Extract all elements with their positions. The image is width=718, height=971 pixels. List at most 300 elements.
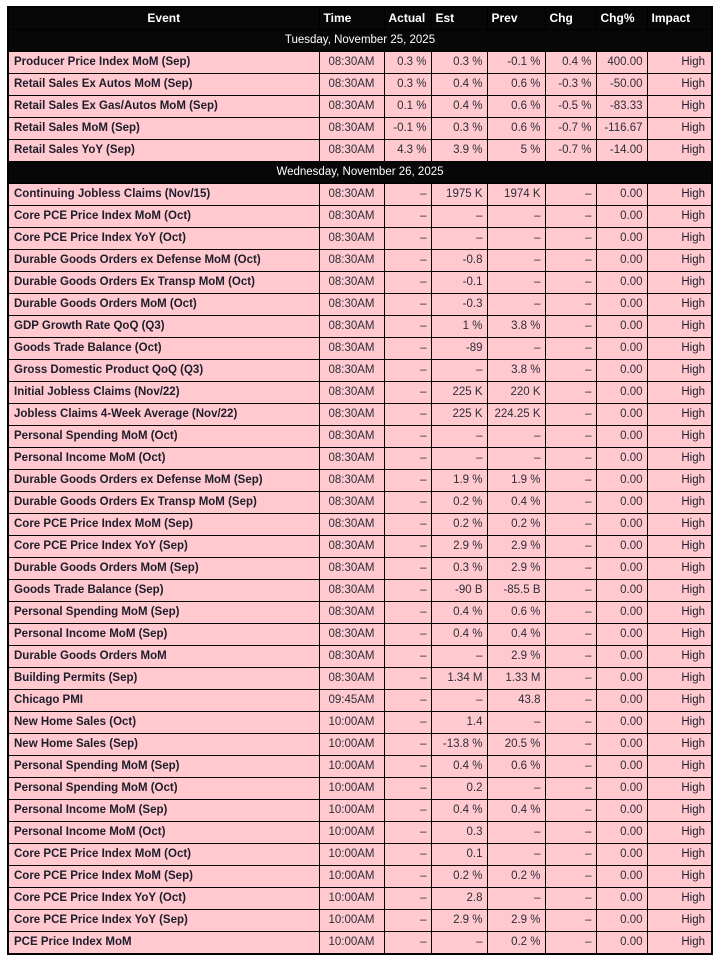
est-cell: -89 [431,338,487,360]
event-cell: Retail Sales Ex Autos MoM (Sep) [8,74,319,96]
chgpct-cell: 0.00 [596,228,647,250]
est-cell: – [431,206,487,228]
chgpct-cell: 0.00 [596,514,647,536]
chg-cell: – [545,294,596,316]
est-cell: – [431,448,487,470]
event-row[interactable] [8,844,712,866]
actual-cell: – [384,602,431,624]
time-cell: 08:30AM [319,294,384,316]
impact-cell: High [647,360,712,382]
event-row[interactable] [8,338,712,360]
chg-cell: – [545,734,596,756]
time-cell: 08:30AM [319,448,384,470]
chgpct-cell: -14.00 [596,140,647,162]
event-row[interactable] [8,558,712,580]
actual-cell: – [384,734,431,756]
event-cell: Durable Goods Orders MoM (Sep) [8,558,319,580]
event-row[interactable] [8,888,712,910]
chgpct-cell: -83.33 [596,96,647,118]
date-separator-row [8,162,712,184]
time-cell: 08:30AM [319,514,384,536]
chgpct-cell: 400.00 [596,52,647,74]
chgpct-cell: 0.00 [596,668,647,690]
event-row[interactable] [8,800,712,822]
time-cell: 08:30AM [319,536,384,558]
est-cell: 0.4 % [431,624,487,646]
impact-cell: High [647,316,712,338]
time-cell: 08:30AM [319,140,384,162]
prev-cell: – [487,448,545,470]
impact-cell: High [647,822,712,844]
impact-cell: High [647,910,712,932]
event-row[interactable] [8,646,712,668]
chg-cell: – [545,360,596,382]
actual-cell: – [384,272,431,294]
chg-cell: – [545,382,596,404]
chg-cell: – [545,338,596,360]
event-row[interactable] [8,822,712,844]
est-cell: 2.8 [431,888,487,910]
prev-cell: 0.6 % [487,74,545,96]
event-cell: Core PCE Price Index MoM (Sep) [8,866,319,888]
chg-cell: – [545,514,596,536]
prev-cell: – [487,228,545,250]
chg-cell: – [545,426,596,448]
date-label: Tuesday, November 25, 2025 [8,30,712,52]
chgpct-cell: 0.00 [596,206,647,228]
prev-cell: 1.33 M [487,668,545,690]
actual-cell: – [384,844,431,866]
time-cell: 09:45AM [319,690,384,712]
prev-cell: 1974 K [487,184,545,206]
chgpct-cell: 0.00 [596,624,647,646]
actual-cell: 0.3 % [384,74,431,96]
impact-cell: High [647,338,712,360]
chgpct-cell: 0.00 [596,338,647,360]
impact-cell: High [647,74,712,96]
event-cell: Core PCE Price Index YoY (Sep) [8,536,319,558]
est-cell: 1975 K [431,184,487,206]
est-cell: -0.8 [431,250,487,272]
est-cell: -0.3 [431,294,487,316]
chgpct-cell: 0.00 [596,646,647,668]
prev-cell: -85.5 B [487,580,545,602]
event-cell: Continuing Jobless Claims (Nov/15) [8,184,319,206]
event-row[interactable] [8,184,712,206]
event-cell: Retail Sales YoY (Sep) [8,140,319,162]
impact-cell: High [647,250,712,272]
actual-cell: – [384,338,431,360]
impact-cell: High [647,228,712,250]
event-row[interactable] [8,492,712,514]
event-row[interactable] [8,602,712,624]
actual-cell: – [384,756,431,778]
chg-cell: – [545,250,596,272]
prev-cell: 224.25 K [487,404,545,426]
chg-cell: – [545,470,596,492]
chg-cell: – [545,910,596,932]
time-cell: 10:00AM [319,800,384,822]
chgpct-cell: 0.00 [596,844,647,866]
est-cell: – [431,690,487,712]
prev-cell: 0.6 % [487,96,545,118]
actual-cell: – [384,712,431,734]
chgpct-cell: -50.00 [596,74,647,96]
chg-cell: -0.5 % [545,96,596,118]
est-cell: 0.1 [431,844,487,866]
event-row[interactable] [8,272,712,294]
event-cell: Personal Income MoM (Sep) [8,800,319,822]
prev-cell: – [487,206,545,228]
time-cell: 08:30AM [319,52,384,74]
header-row [8,7,712,30]
est-cell: -0.1 [431,272,487,294]
event-row[interactable] [8,536,712,558]
impact-cell: High [647,536,712,558]
time-cell: 08:30AM [319,272,384,294]
est-cell: 0.2 % [431,492,487,514]
prev-cell: – [487,294,545,316]
chgpct-cell: 0.00 [596,910,647,932]
impact-cell: High [647,756,712,778]
impact-cell: High [647,470,712,492]
est-cell: – [431,426,487,448]
event-cell: Chicago PMI [8,690,319,712]
event-cell: Durable Goods Orders MoM (Oct) [8,294,319,316]
chg-cell: – [545,646,596,668]
event-row[interactable] [8,690,712,712]
actual-cell: – [384,294,431,316]
event-row[interactable] [8,316,712,338]
prev-cell: – [487,822,545,844]
time-cell: 08:30AM [319,404,384,426]
actual-cell: – [384,932,431,955]
est-cell: 225 K [431,404,487,426]
time-cell: 08:30AM [319,426,384,448]
actual-cell: – [384,624,431,646]
prev-cell: 0.6 % [487,602,545,624]
prev-cell: – [487,844,545,866]
est-cell: 0.4 % [431,74,487,96]
event-row[interactable] [8,426,712,448]
impact-cell: High [647,624,712,646]
est-cell: -13.8 % [431,734,487,756]
chgpct-cell: -116.67 [596,118,647,140]
actual-cell: – [384,514,431,536]
chgpct-cell: 0.00 [596,558,647,580]
chg-cell: – [545,492,596,514]
prev-cell: – [487,888,545,910]
column-header-est: Est [431,7,487,30]
event-row[interactable] [8,294,712,316]
prev-cell: 220 K [487,382,545,404]
event-cell: Goods Trade Balance (Sep) [8,580,319,602]
event-row[interactable] [8,404,712,426]
event-row[interactable] [8,360,712,382]
impact-cell: High [647,844,712,866]
est-cell: – [431,228,487,250]
prev-cell: 3.8 % [487,316,545,338]
column-header-prev: Prev [487,7,545,30]
impact-cell: High [647,800,712,822]
actual-cell: – [384,360,431,382]
event-row[interactable] [8,580,712,602]
time-cell: 10:00AM [319,778,384,800]
time-cell: 08:30AM [319,184,384,206]
chgpct-cell: 0.00 [596,184,647,206]
event-cell: Personal Income MoM (Oct) [8,448,319,470]
chgpct-cell: 0.00 [596,360,647,382]
prev-cell: 3.8 % [487,360,545,382]
time-cell: 08:30AM [319,492,384,514]
event-row[interactable] [8,96,712,118]
actual-cell: – [384,866,431,888]
time-cell: 08:30AM [319,668,384,690]
chgpct-cell: 0.00 [596,426,647,448]
column-header-impact: Impact [647,7,712,30]
chgpct-cell: 0.00 [596,272,647,294]
actual-cell: 0.3 % [384,52,431,74]
event-cell: Core PCE Price Index YoY (Oct) [8,228,319,250]
impact-cell: High [647,426,712,448]
actual-cell: – [384,690,431,712]
impact-cell: High [647,294,712,316]
chgpct-cell: 0.00 [596,294,647,316]
column-header-event: Event [8,7,319,30]
event-cell: New Home Sales (Oct) [8,712,319,734]
event-cell: Core PCE Price Index YoY (Oct) [8,888,319,910]
prev-cell: 0.4 % [487,492,545,514]
actual-cell: – [384,316,431,338]
prev-cell: 5 % [487,140,545,162]
chg-cell: – [545,712,596,734]
time-cell: 08:30AM [319,228,384,250]
event-row[interactable] [8,932,712,955]
chgpct-cell: 0.00 [596,778,647,800]
event-row[interactable] [8,668,712,690]
actual-cell: – [384,382,431,404]
event-cell: Jobless Claims 4-Week Average (Nov/22) [8,404,319,426]
chg-cell: – [545,668,596,690]
prev-cell: – [487,250,545,272]
event-row[interactable] [8,448,712,470]
event-row[interactable] [8,712,712,734]
chgpct-cell: 0.00 [596,734,647,756]
event-row[interactable] [8,734,712,756]
actual-cell: – [384,404,431,426]
event-cell: Durable Goods Orders Ex Transp MoM (Oct) [8,272,319,294]
event-cell: Personal Spending MoM (Oct) [8,778,319,800]
time-cell: 08:30AM [319,382,384,404]
prev-cell: – [487,778,545,800]
impact-cell: High [647,272,712,294]
est-cell: 1 % [431,316,487,338]
time-cell: 10:00AM [319,756,384,778]
event-row[interactable] [8,228,712,250]
chgpct-cell: 0.00 [596,580,647,602]
chgpct-cell: 0.00 [596,822,647,844]
event-cell: Durable Goods Orders Ex Transp MoM (Sep) [8,492,319,514]
event-row[interactable] [8,74,712,96]
actual-cell: – [384,228,431,250]
impact-cell: High [647,184,712,206]
impact-cell: High [647,118,712,140]
event-row[interactable] [8,140,712,162]
time-cell: 10:00AM [319,888,384,910]
event-cell: Retail Sales Ex Gas/Autos MoM (Sep) [8,96,319,118]
impact-cell: High [647,668,712,690]
chg-cell: – [545,558,596,580]
est-cell: 2.9 % [431,910,487,932]
impact-cell: High [647,382,712,404]
event-row[interactable] [8,624,712,646]
est-cell: 1.9 % [431,470,487,492]
prev-cell: 43.8 [487,690,545,712]
impact-cell: High [647,514,712,536]
est-cell: 225 K [431,382,487,404]
est-cell: 3.9 % [431,140,487,162]
column-header-time: Time [319,7,384,30]
chg-cell: – [545,756,596,778]
chgpct-cell: 0.00 [596,448,647,470]
prev-cell: – [487,712,545,734]
event-cell: Core PCE Price Index MoM (Oct) [8,844,319,866]
time-cell: 08:30AM [319,338,384,360]
time-cell: 08:30AM [319,646,384,668]
impact-cell: High [647,206,712,228]
event-row[interactable] [8,910,712,932]
actual-cell: – [384,800,431,822]
event-row[interactable] [8,778,712,800]
time-cell: 08:30AM [319,74,384,96]
time-cell: 08:30AM [319,558,384,580]
event-row[interactable] [8,756,712,778]
impact-cell: High [647,602,712,624]
event-cell: Personal Income MoM (Sep) [8,624,319,646]
impact-cell: High [647,404,712,426]
event-cell: Producer Price Index MoM (Sep) [8,52,319,74]
time-cell: 10:00AM [319,932,384,955]
chg-cell: – [545,690,596,712]
actual-cell: – [384,910,431,932]
chgpct-cell: 0.00 [596,800,647,822]
event-row[interactable] [8,52,712,74]
chg-cell: – [545,800,596,822]
chg-cell: – [545,184,596,206]
prev-cell: 0.4 % [487,800,545,822]
chg-cell: – [545,536,596,558]
est-cell: 0.4 % [431,96,487,118]
impact-cell: High [647,96,712,118]
actual-cell: – [384,492,431,514]
chg-cell: – [545,316,596,338]
est-cell: 0.2 % [431,866,487,888]
prev-cell: -0.1 % [487,52,545,74]
event-row[interactable] [8,250,712,272]
impact-cell: High [647,888,712,910]
time-cell: 08:30AM [319,580,384,602]
chg-cell: – [545,206,596,228]
prev-cell: 0.2 % [487,866,545,888]
chg-cell: – [545,822,596,844]
est-cell: 0.3 % [431,52,487,74]
event-row[interactable] [8,514,712,536]
event-cell: Personal Spending MoM (Sep) [8,756,319,778]
event-row[interactable] [8,866,712,888]
actual-cell: – [384,580,431,602]
time-cell: 08:30AM [319,470,384,492]
time-cell: 08:30AM [319,316,384,338]
time-cell: 08:30AM [319,250,384,272]
actual-cell: – [384,426,431,448]
chg-cell: – [545,932,596,955]
impact-cell: High [647,140,712,162]
actual-cell: – [384,184,431,206]
chg-cell: – [545,624,596,646]
chgpct-cell: 0.00 [596,404,647,426]
chg-cell: 0.4 % [545,52,596,74]
impact-cell: High [647,52,712,74]
prev-cell: 20.5 % [487,734,545,756]
time-cell: 08:30AM [319,118,384,140]
impact-cell: High [647,778,712,800]
chg-cell: -0.3 % [545,74,596,96]
event-row[interactable] [8,382,712,404]
time-cell: 10:00AM [319,822,384,844]
actual-cell: – [384,646,431,668]
chg-cell: – [545,228,596,250]
impact-cell: High [647,492,712,514]
date-label: Wednesday, November 26, 2025 [8,162,712,184]
est-cell: 0.4 % [431,756,487,778]
actual-cell: – [384,888,431,910]
chg-cell: -0.7 % [545,118,596,140]
prev-cell: 1.9 % [487,470,545,492]
chg-cell: – [545,448,596,470]
time-cell: 08:30AM [319,360,384,382]
event-cell: Core PCE Price Index MoM (Sep) [8,514,319,536]
impact-cell: High [647,558,712,580]
impact-cell: High [647,448,712,470]
time-cell: 08:30AM [319,96,384,118]
event-cell: Personal Spending MoM (Oct) [8,426,319,448]
event-row[interactable] [8,470,712,492]
prev-cell: 0.4 % [487,624,545,646]
column-header-actual: Actual [384,7,431,30]
event-cell: Durable Goods Orders ex Defense MoM (Oct) [8,250,319,272]
actual-cell: – [384,206,431,228]
prev-cell: 0.6 % [487,118,545,140]
impact-cell: High [647,580,712,602]
actual-cell: – [384,668,431,690]
chgpct-cell: 0.00 [596,756,647,778]
chgpct-cell: 0.00 [596,866,647,888]
event-cell: Building Permits (Sep) [8,668,319,690]
impact-cell: High [647,646,712,668]
chg-cell: -0.7 % [545,140,596,162]
prev-cell: 2.9 % [487,536,545,558]
est-cell: – [431,932,487,955]
est-cell: 0.3 % [431,118,487,140]
chg-cell: – [545,404,596,426]
event-row[interactable] [8,206,712,228]
impact-cell: High [647,690,712,712]
event-row[interactable] [8,118,712,140]
chgpct-cell: 0.00 [596,536,647,558]
chgpct-cell: 0.00 [596,888,647,910]
date-separator-row [8,30,712,52]
chgpct-cell: 0.00 [596,382,647,404]
